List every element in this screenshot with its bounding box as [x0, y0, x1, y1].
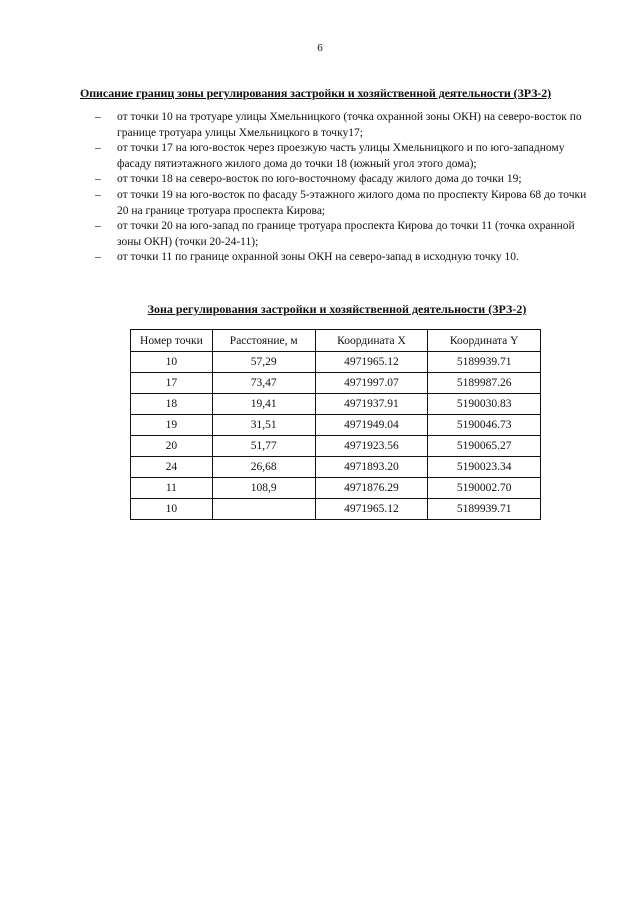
- boundary-item: [95, 219, 595, 250]
- column-header-coord-y: Координата Y: [428, 330, 541, 352]
- boundary-item-text: от точки 11 по границе охранной зоны ОКН на северо-запад в исходную точку 10.: [117, 251, 519, 264]
- boundary-item-text: от точки 19 на юго-восток по фасаду 5-этажного жилого дома по проспекту Кирова 68 до точки 20 на границе тротуара проспекта Кирова;: [117, 188, 587, 217]
- table-row: [131, 373, 541, 394]
- coord-x-cell: 4971965.12: [315, 352, 428, 373]
- dash-bullet: –: [95, 111, 101, 123]
- table-row: [131, 478, 541, 499]
- boundary-description-list: [95, 110, 595, 266]
- coord-x-cell: 4971876.29: [315, 478, 428, 499]
- dash-bullet: –: [95, 220, 101, 233]
- point-number-cell: 17: [131, 373, 213, 394]
- column-header-point-number: Номер точки: [131, 330, 213, 352]
- table-title: Зона регулирования застройки и хозяйственной деятельности (ЗРЗ-2): [147, 302, 527, 316]
- dash-bullet: –: [95, 142, 101, 155]
- coord-y-cell: 5190046.73: [428, 415, 541, 436]
- coord-x-cell: 4971937.91: [315, 394, 428, 415]
- table-header-row: [131, 330, 541, 352]
- boundary-item-text: от точки 18 на северо-восток по юго-восточному фасаду жилого дома до точки 19;: [117, 173, 522, 186]
- table-row: [131, 499, 541, 520]
- distance-cell: 19,41: [212, 394, 315, 415]
- coord-x-cell: 4971965.12: [315, 499, 428, 520]
- boundary-item: [95, 141, 595, 172]
- coord-y-cell: 5189939.71: [428, 352, 541, 373]
- distance-cell: 26,68: [212, 457, 315, 478]
- column-header-coord-x: Координата X: [315, 330, 428, 352]
- point-number-cell: 11: [131, 478, 213, 499]
- point-number-cell: 24: [131, 457, 213, 478]
- boundary-item-text: от точки 17 на юго-восток через проезжую часть улицы Хмельницкого и по юго-западному фасаду пятиэтажного жилого дома до точки 18 (южный угол этого дома);: [117, 142, 565, 170]
- coord-x-cell: 4971949.04: [315, 415, 428, 436]
- page-number: 6: [317, 42, 323, 54]
- coord-x-cell: 4971997.07: [315, 373, 428, 394]
- point-number-cell: 10: [131, 499, 213, 520]
- table-row: [131, 457, 541, 478]
- distance-cell: [212, 499, 315, 520]
- table-row: [131, 436, 541, 457]
- distance-cell: 73,47: [212, 373, 315, 394]
- table-body: [131, 352, 541, 520]
- column-header-distance: Расстояние, м: [212, 330, 315, 352]
- coord-y-cell: 5190023.34: [428, 457, 541, 478]
- section-title: Описание границ зоны регулирования застройки и хозяйственной деятельности (ЗРЗ-2): [80, 86, 551, 100]
- coord-y-cell: 5190065.27: [428, 436, 541, 457]
- dash-bullet: –: [95, 251, 101, 264]
- distance-cell: 31,51: [212, 415, 315, 436]
- point-number-cell: 19: [131, 415, 213, 436]
- coord-x-cell: 4971893.20: [315, 457, 428, 478]
- coordinates-table: [130, 329, 541, 520]
- boundary-item: [95, 110, 595, 141]
- distance-cell: 51,77: [212, 436, 315, 457]
- point-number-cell: 20: [131, 436, 213, 457]
- coord-x-cell: 4971923.56: [315, 436, 428, 457]
- boundary-item: [95, 172, 595, 188]
- boundary-item: [95, 250, 595, 266]
- dash-bullet: –: [95, 188, 101, 201]
- coord-y-cell: 5190030.83: [428, 394, 541, 415]
- boundary-item-text: от точки 20 на юго-запад по границе тротуара проспекта Кирова до точки 11 (точка охранной зоны ОКН) (точки 20-24-11);: [117, 220, 575, 248]
- coord-y-cell: 5189987.26: [428, 373, 541, 394]
- boundary-item-text: от точки 10 на тротуаре улицы Хмельницкого (точка охранной зоны ОКН) на северо-восток по границе тротуара улицы Хмельницкого в точку17;: [117, 111, 582, 139]
- distance-cell: 108,9: [212, 478, 315, 499]
- coord-y-cell: 5189939.71: [428, 499, 541, 520]
- point-number-cell: 10: [131, 352, 213, 373]
- boundary-item: [95, 188, 595, 219]
- point-number-cell: 18: [131, 394, 213, 415]
- table-row: [131, 415, 541, 436]
- coord-y-cell: 5190002.70: [428, 478, 541, 499]
- distance-cell: 57,29: [212, 352, 315, 373]
- table-row: [131, 394, 541, 415]
- table-row: [131, 352, 541, 373]
- dash-bullet: –: [95, 173, 101, 186]
